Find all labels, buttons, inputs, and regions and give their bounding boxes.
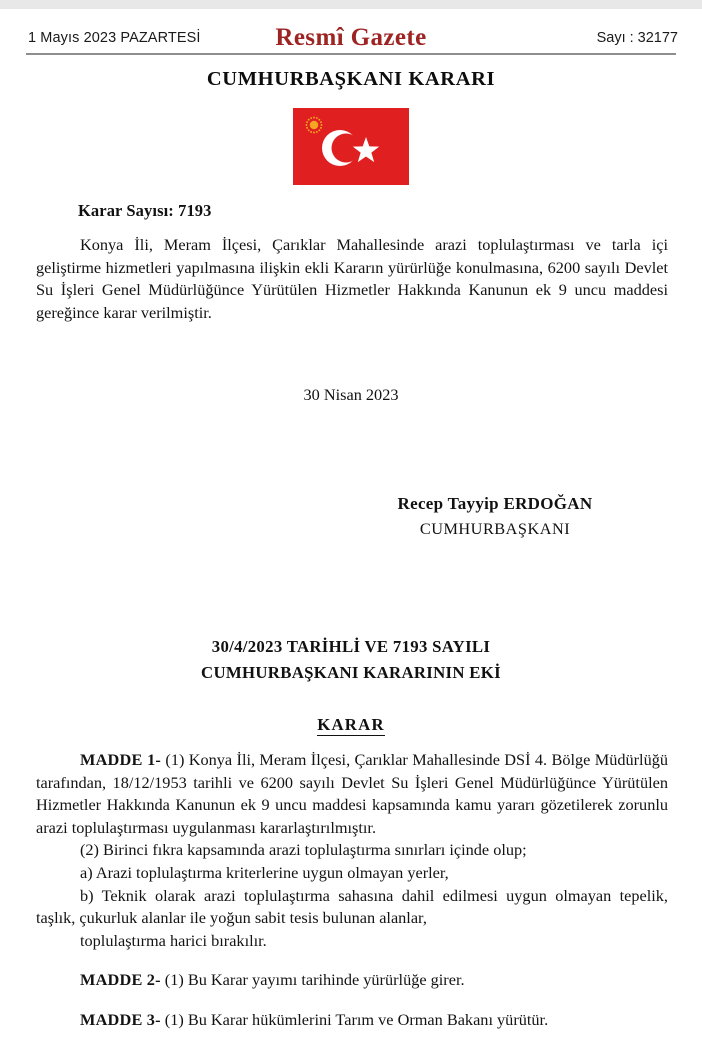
annex-heading-line-2: CUMHURBAŞKANI KARARININ EKİ (201, 663, 501, 682)
article-1-closing: toplulaştırma harici bırakılır. (80, 930, 267, 950)
decree-heading: CUMHURBAŞKANI KARARI (206, 68, 496, 90)
masthead-title: Resmî Gazete (275, 24, 427, 51)
masthead-date: 1 Mayıs 2023 PAZARTESİ (28, 30, 201, 46)
article-3 (36, 1009, 668, 1032)
signatory-name: Recep Tayyip ERDOĞAN (397, 494, 593, 513)
articles-container (36, 749, 668, 1032)
article-2 (36, 969, 668, 992)
signature-block (330, 494, 660, 539)
article-spacer-2 (36, 992, 668, 1009)
annex-karar-label: KARAR (317, 715, 385, 734)
article-1-label: MADDE 1- (80, 750, 162, 769)
masthead-divider (26, 53, 676, 55)
article-3-label: MADDE 3- (80, 1009, 161, 1029)
annex-heading-line-1: 30/4/2023 TARİHLİ VE 7193 SAYILI (211, 637, 491, 656)
masthead (0, 22, 702, 54)
article-1-clause-a: a) Arazi toplulaştırma kriterlerine uygun olmayan yerler, (80, 862, 449, 882)
article-spacer (36, 952, 668, 969)
article-1-clause-2: (2) Birinci fıkra kapsamında arazi toplulaştırma sınırları içinde olup; (80, 840, 527, 860)
emblem-container (0, 108, 702, 185)
article-1-text: (1) Konya İli, Meram İlçesi, Çarıklar Mahallesinde DSİ 4. Bölge Müdürlüğü tarafından, 18/12/1953 tarihli ve 6200 sayılı Devlet Su İşleri Genel Müdürlüğünce Yürütülen Hizmetler Hakkında Kanunun ek 9 uncu maddesi kapsamında kamu yararı gözetilerek zorunlu arazi toplulaştırması uygulanması kararlaştırılmıştır. (36, 750, 668, 837)
article-2-text: (1) Bu Karar yayımı tarihinde yürürlüğe girer. (160, 970, 465, 990)
article-2-label: MADDE 2- (80, 970, 161, 990)
masthead-issue-number: Sayı : 32177 (596, 30, 678, 46)
turkish-flag-icon (293, 108, 409, 185)
article-1 (36, 749, 668, 839)
annex-karar-label-wrap (0, 715, 702, 735)
decision-number: Karar Sayısı: 7193 (78, 201, 212, 220)
page-top-edge (0, 0, 702, 9)
decree-intro-paragraph: Konya İli, Meram İlçesi, Çarıklar Mahallesinde arazi toplulaştırması ve tarla içi geliştirme hizmetleri yapılmasına ilişkin ekli Kararın yürürlüğe konulmasına, 6200 sayılı Devlet Su İşleri Genel Müdürlüğünce Yürütülen Hizmetler Hakkında Kanunun ek 9 uncu maddesi gereğince karar verilmiştir. (36, 235, 668, 322)
article-1-clause-b: b) Teknik olarak arazi toplulaştırma sahasına dahil edilmesi uygun olmayan tepelik, taşlık, çukurluk alanlar ile yoğun sabit tesis bulunan alanlar, (36, 885, 668, 928)
decision-date: 30 Nisan 2023 (303, 385, 399, 404)
article-3-text: (1) Bu Karar hükümlerini Tarım ve Orman Bakanı yürütür. (160, 1009, 549, 1029)
annex-heading (0, 634, 702, 686)
signatory-title: CUMHURBAŞKANI (419, 519, 571, 538)
